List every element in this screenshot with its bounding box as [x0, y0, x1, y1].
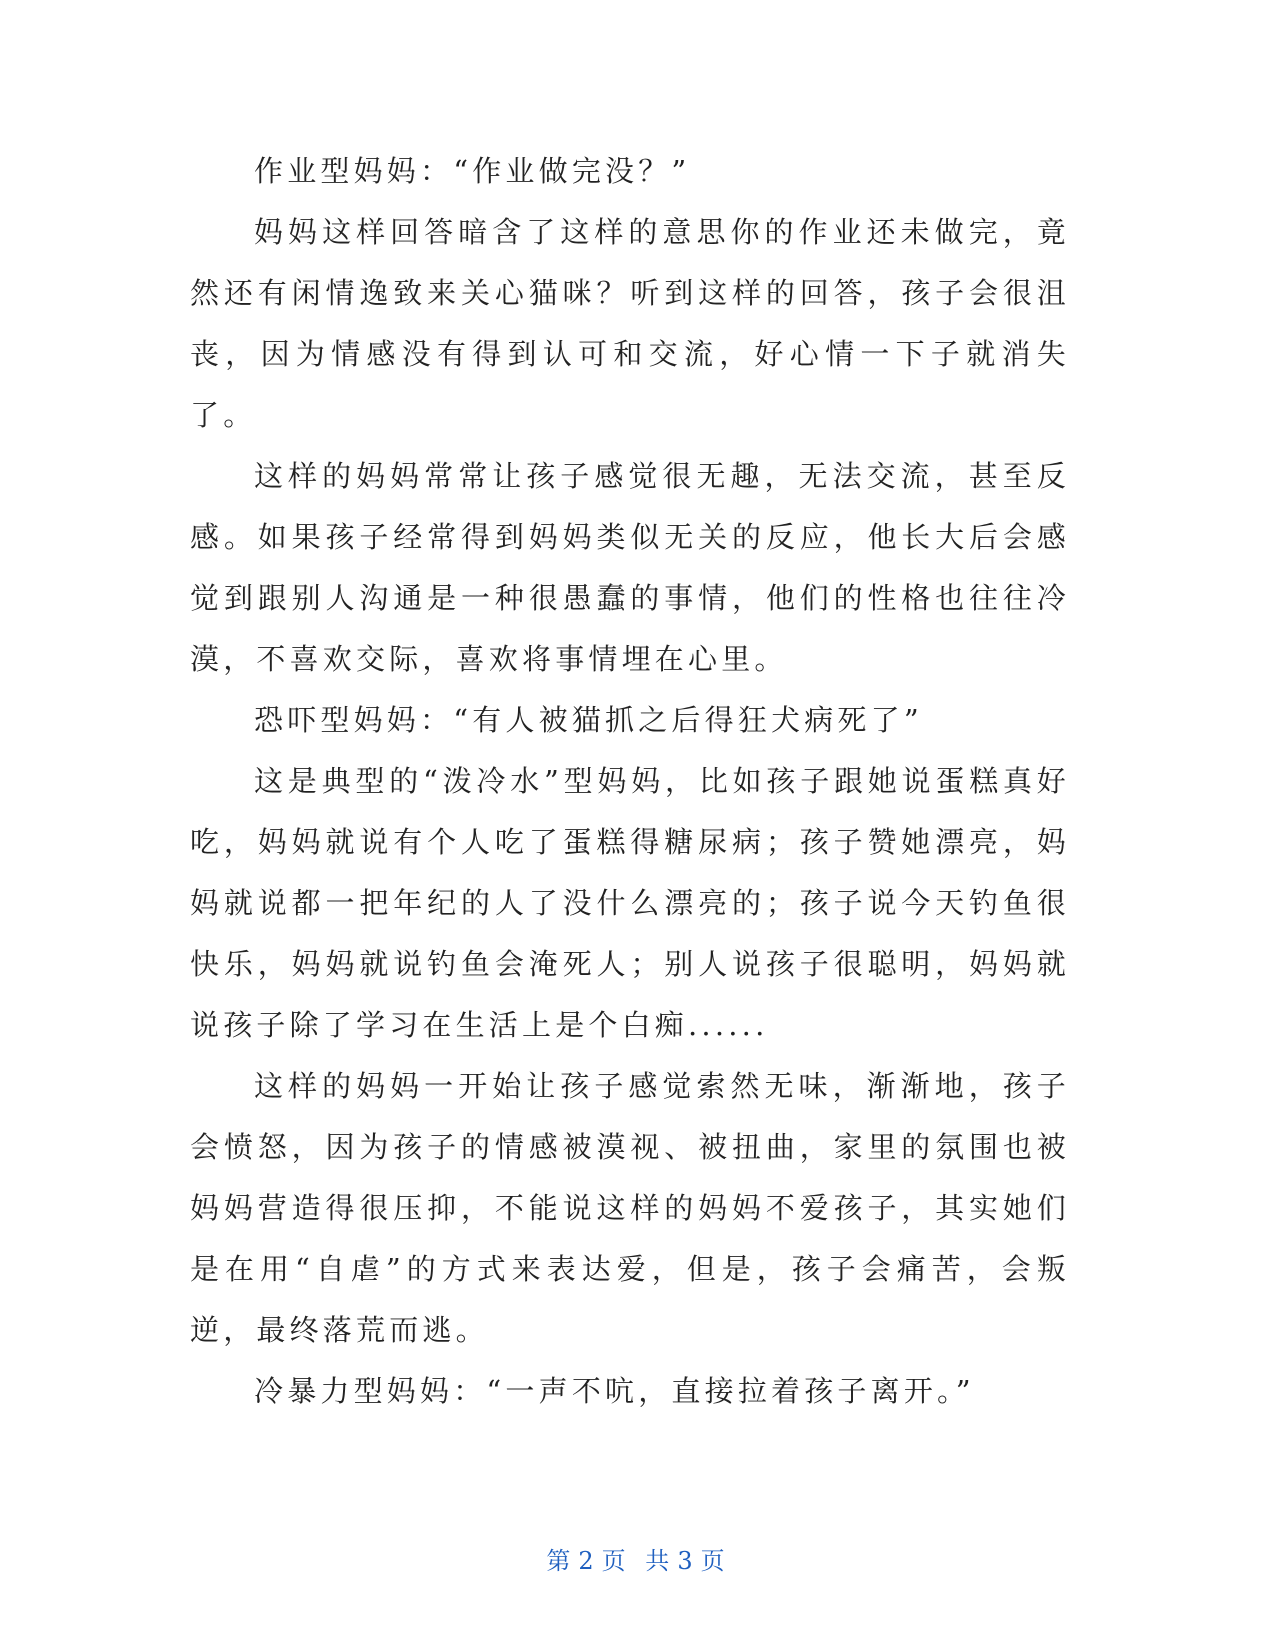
footer-middle: 页 共	[601, 1547, 674, 1575]
heading-homework-mom: 作业型妈妈：“作业做完没？”	[254, 154, 691, 188]
paragraph-homework-effect: 这样的妈妈常常让孩子感觉很无趣，无法交流，甚至反感。如果孩子经常得到妈妈类似无关的反应，他长大后会感觉到跟别人沟通是一种很愚蠢的事情，他们的性格也往往冷漠，不喜欢交际，喜欢将事情埋在心里。	[190, 459, 1070, 676]
heading-intimidating-mom: 恐吓型妈妈：“有人被猫抓之后得狂犬病死了”	[254, 703, 923, 737]
footer-suffix: 页	[700, 1547, 729, 1575]
paragraph-cold-water-effect: 这样的妈妈一开始让孩子感觉索然无味，渐渐地，孩子会愤怒，因为孩子的情感被漠视、被扭曲，家里的氛围也被妈妈营造得很压抑，不能说这样的妈妈不爱孩子，其实她们是在用“自虐”的方式来表达爱，但是，孩子会痛苦，会叛逆，最终落荒而逃。	[190, 1069, 1070, 1347]
paragraph-cold-water-explanation: 这是典型的“泼冷水”型妈妈，比如孩子跟她说蛋糕真好吃，妈妈就说有个人吃了蛋糕得糖尿病；孩子赞她漂亮，妈妈就说都一把年纪的人了没什么漂亮的；孩子说今天钓鱼很快乐，妈妈就说钓鱼会淹死人；别人说孩子很聪明，妈妈就说孩子除了学习在生活上是个白痴......	[190, 764, 1070, 1042]
paragraph-homework-explanation: 妈妈这样回答暗含了这样的意思你的作业还未做完，竟然还有闲情逸致来关心猫咪？听到这样的回答，孩子会很沮丧，因为情感没有得到认可和交流，好心情一下子就消失了。	[190, 215, 1070, 432]
footer-prefix: 第	[546, 1547, 575, 1575]
footer-page-number: 2	[578, 1547, 598, 1575]
document-body	[190, 141, 1070, 1422]
page-footer	[0, 1541, 1275, 1576]
heading-cold-violence-mom: 冷暴力型妈妈：“一声不吭，直接拉着孩子离开。”	[254, 1374, 975, 1408]
footer-total-pages: 3	[677, 1547, 697, 1575]
